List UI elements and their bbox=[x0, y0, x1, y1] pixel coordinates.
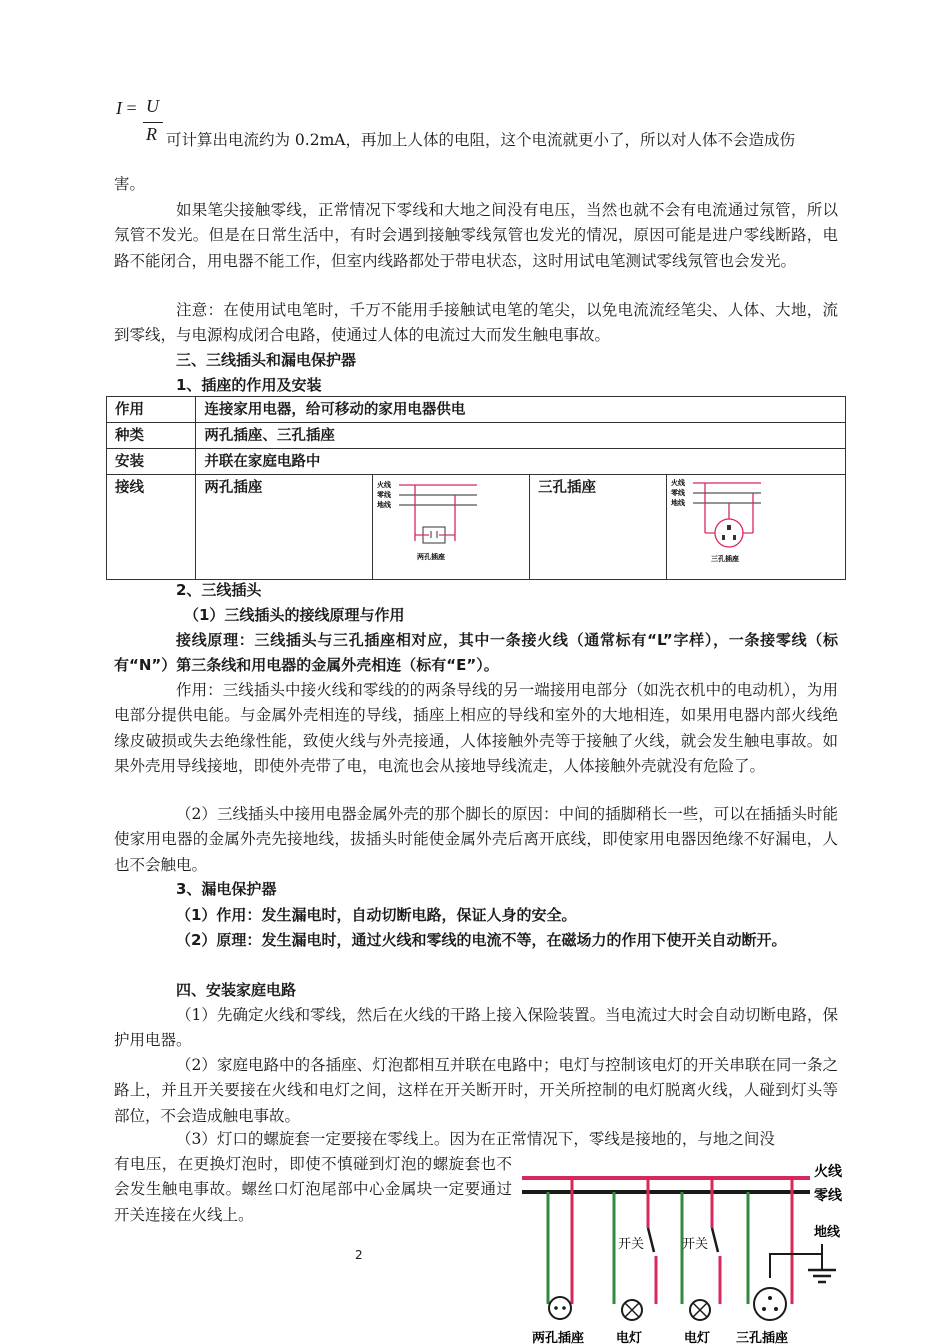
three-hole-label: 三孔插座 bbox=[530, 475, 667, 580]
formula-end-text: 害。 bbox=[114, 175, 146, 193]
heading-3-3: 3、漏电保护器 bbox=[176, 880, 277, 898]
formula-lhs: I = bbox=[116, 98, 137, 118]
paragraph-note: 注意：在使用试电笔时，千万不能用手接触试电笔的笔尖，以免电流流经笔尖、人体、大地，流到零线，与电源构成闭合电路，使通过人体的电流过大而发生触电事故。 bbox=[114, 301, 838, 345]
paragraph-neutral: 如果笔尖接触零线，正常情况下零线和大地之间没有电压，当然也就不会有电流通过氖管，所以氖管不发光。但是在日常生活中，有时会遇到接触零线氖管也发光的情况，原因可能是进户零线断路，电路不能闭合，用电器不能工作，但室内线路都处于带电状态，这时用试电笔测试零线氖管也会发光。 bbox=[114, 201, 838, 270]
formula-denominator: R bbox=[146, 124, 157, 144]
fraction-bar bbox=[143, 122, 163, 123]
paragraph-principle: 接线原理：三线插头与三孔插座相对应，其中一条接火线（通常标有“L”字样），一条接零线（标有“N”）第三条线和用电器的金属外壳相连（标有“E”）。 bbox=[114, 631, 838, 675]
circuit-three-hole-label: 三孔插座 bbox=[736, 1331, 789, 1344]
three-hole-figure-cell bbox=[666, 475, 845, 580]
three-hole-socket-diagram bbox=[667, 475, 845, 575]
table-row bbox=[107, 423, 846, 449]
table-key: 种类 bbox=[107, 423, 196, 449]
circuit-neutral-label: 零线 bbox=[814, 1188, 842, 1204]
table-value: 连接家用电器，给可移动的家用电器供电 bbox=[196, 397, 846, 423]
paragraph-install-3a: （3）灯口的螺旋套一定要接在零线上。因为在正常情况下，零线是接地的，与地之间没 bbox=[176, 1130, 775, 1148]
paragraph-long-pin: （2）三线插头中接用电器金属外壳的那个脚长的原因：中间的插脚稍长一些，可以在插插头时能使家用电器的金属外壳先接地线，拔插头时能使金属外壳后离开底线，即使家用电器因绝缘不好漏电，人也不会触电。 bbox=[114, 805, 838, 874]
formula-numerator: U bbox=[146, 96, 159, 116]
paragraph-install-1: （1）先确定火线和零线，然后在火线的干路上接入保险装置。当电流过大时会自动切断电路，保护用电器。 bbox=[114, 1006, 838, 1050]
circuit-lamp-1-label: 电灯 bbox=[616, 1331, 643, 1344]
fig-neutral-label: 零线 bbox=[670, 489, 685, 497]
table-row bbox=[107, 449, 846, 475]
table-row bbox=[107, 475, 846, 580]
fig-two-caption: 两孔插座 bbox=[417, 553, 445, 561]
three-hole-outlet-symbol bbox=[754, 1288, 786, 1320]
heading-3-2-1: （1）三线插头的接线原理与作用 bbox=[184, 606, 405, 624]
formula-tail-text: 可计算出电流约为 0.2mA，再加上人体的电阻，这个电流就更小了，所以对人体不会造成伤 bbox=[166, 131, 795, 149]
circuit-live-label: 火线 bbox=[814, 1164, 842, 1180]
table-value: 并联在家庭电路中 bbox=[196, 449, 846, 475]
fig-ground-label: 地线 bbox=[377, 501, 391, 509]
fig-ground-label: 地线 bbox=[670, 499, 685, 507]
switch-1-symbol bbox=[648, 1228, 654, 1252]
heading-3-2: 2、三线插头 bbox=[176, 581, 262, 599]
table-key: 接线 bbox=[107, 475, 196, 580]
paragraph-leak-function: （1）作用：发生漏电时，自动切断电路，保证人身的安全。 bbox=[176, 906, 577, 924]
table-key: 作用 bbox=[107, 397, 196, 423]
switch-2-symbol bbox=[712, 1228, 718, 1252]
paragraph-leak-principle: （2）原理：发生漏电时，通过火线和零线的电流不等，在磁场力的作用下使开关自动断开。 bbox=[176, 931, 787, 949]
paragraph-install-3b: 有电压，在更换灯泡时，即使不慎碰到灯泡的螺旋套也不会发生触电事故。螺丝口灯泡尾部中心金属块一定要通过开关连接在火线上。 bbox=[114, 1155, 512, 1224]
switch-2-label: 开关 bbox=[682, 1237, 709, 1252]
paragraph-function: 作用：三线插头中接火线和零线的的两条导线的另一端接用电部分（如洗衣机中的电动机），为用电部分提供电能。与金属外壳相连的导线，插座上相应的导线和室外的大地相连，如果用电器内部火线绝缘皮破损或失去绝缘性能，致使火线与外壳接通，人体接触外壳等于接触了火线，就会发生触电事故。如果外壳用导线接地，即使外壳带了电，电流也会从接地导线流走，人体接触外壳就没有危险了。 bbox=[114, 681, 838, 775]
two-hole-outlet-symbol bbox=[549, 1297, 571, 1319]
circuit-lamp-2-label: 电灯 bbox=[684, 1331, 711, 1344]
fig-neutral-label: 零线 bbox=[377, 491, 391, 499]
heading-section-3: 三、三线插头和漏电保护器 bbox=[176, 351, 357, 369]
household-circuit-diagram bbox=[522, 1158, 852, 1344]
table-row bbox=[107, 397, 846, 423]
paragraph-install-2: （2）家庭电路中的各插座、灯泡都相互并联在电路中；电灯与控制该电灯的开关串联在同一条之路上，并且开关要接在火线和电灯之间，这样在开关断开时，开关所控制的电灯脱离火线，人碰到灯头等部位，不会造成触电事故。 bbox=[114, 1056, 838, 1125]
heading-section-4: 四、安装家庭电路 bbox=[176, 981, 297, 999]
fig-three-caption: 三孔插座 bbox=[710, 555, 739, 563]
heading-3-1: 1、插座的作用及安装 bbox=[176, 376, 322, 394]
socket-table bbox=[106, 396, 846, 580]
table-value: 两孔插座、三孔插座 bbox=[196, 423, 846, 449]
two-hole-socket-diagram bbox=[373, 475, 529, 575]
two-hole-figure-cell bbox=[373, 475, 530, 580]
page-number: 2 bbox=[355, 1248, 363, 1262]
switch-1-label: 开关 bbox=[618, 1237, 645, 1252]
circuit-two-hole-label: 两孔插座 bbox=[532, 1331, 585, 1344]
fig-live-label: 火线 bbox=[377, 481, 391, 489]
fig-live-label: 火线 bbox=[670, 479, 685, 487]
table-key: 安装 bbox=[107, 449, 196, 475]
circuit-ground-label: 地线 bbox=[814, 1225, 841, 1240]
two-hole-label: 两孔插座 bbox=[196, 475, 373, 580]
